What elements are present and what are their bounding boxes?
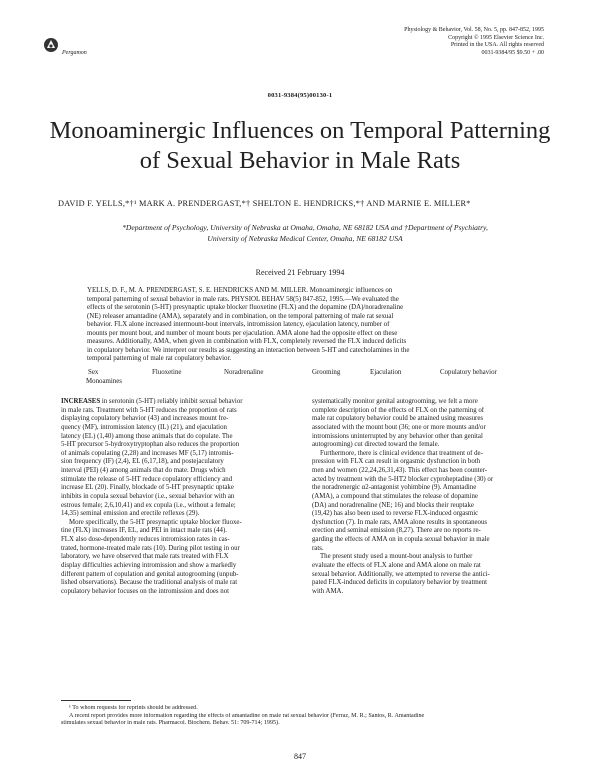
abstract bbox=[87, 287, 543, 364]
abstract-line: (NE) releaser amantadine (AMA), separately and in combination, on the temporal patterning of male rat sexual bbox=[87, 312, 394, 320]
footnote-line: A recent report provides more information regarding the effects of amantadine on male rat sexual behavior (Ferraz, M. R.; Santos, R. Amantadine bbox=[69, 712, 425, 719]
abstract-line: temporal patterning of male rat copulatory behavior. bbox=[87, 355, 232, 363]
body-text-line: Furthermore, there is clinical evidence that treatment of de- bbox=[320, 449, 483, 457]
publisher-name: Pergamon bbox=[62, 50, 87, 56]
keyword: Noradrenaline bbox=[224, 369, 264, 376]
body-text-line: estrous female; 2,6,10,41) and ex copula (i.e., without a female; bbox=[61, 501, 236, 509]
keyword: Grooming bbox=[312, 369, 341, 376]
keyword: Sex bbox=[88, 369, 99, 376]
footnotes bbox=[61, 705, 541, 728]
publisher-logo bbox=[42, 36, 112, 66]
body-text-line: inhibits in copula sexual behavior (i.e., sexual behavior with an bbox=[61, 492, 235, 500]
body-text-line: associated with the mount bout (36; one or more mounts and/or bbox=[312, 423, 486, 431]
body-text-line: the noradrenergic α2-antagonist yohimbine (9). Amantadine bbox=[312, 484, 477, 492]
abstract-line: temporal patterning of sexual behavior in male rats. PHYSIOL BEHAV 58(5) 847-852, 1995.—We evaluated the bbox=[87, 295, 399, 303]
keyword: Copulatory behavior bbox=[440, 369, 497, 376]
body-text-line: sexual behavior. Additionally, we attempted to reverse the antici- bbox=[312, 570, 490, 578]
body-text-line: The present study used a mount-bout analysis to further bbox=[320, 553, 473, 561]
abstract-line: mounts per mount bout, and number of mount bouts per ejaculation. AMA alone had the opposite effect on these bbox=[87, 329, 398, 337]
footnote-line: stimulates sexual behavior in male rats. Pharmacol. Biochem. Behav. 51: 709-714; 1995). bbox=[61, 720, 280, 726]
footnote-line: ¹ To whom requests for reprints should be addressed. bbox=[69, 705, 198, 711]
body-text-line: sion frequency (IF) (2,4), EL (6,17,18), and postejaculatory bbox=[61, 458, 224, 466]
body-text-line: tine (FLX) increases IF, EL, and PEI in intact male rats (44). bbox=[61, 527, 227, 535]
pergamon-logo-icon bbox=[42, 36, 60, 54]
keyword: Monoamines bbox=[86, 378, 122, 385]
body-text-line: dysfunction (7). In male rats, AMA alone results in spontaneous bbox=[312, 518, 488, 526]
body-text-line: (AMA), a compound that stimulates the release of dopamine bbox=[312, 492, 478, 500]
body-text-line: autogrooming) cut directed toward the female. bbox=[312, 441, 440, 449]
body-text-line: male rat copulatory behavior could be attained using measures bbox=[312, 415, 484, 423]
abstract-line: YELLS, D. F., M. A. PRENDERGAST, S. E. HENDRICKS AND M. MILLER. Monoaminergic influences on bbox=[87, 287, 393, 294]
body-text-line: INCREASES in serotonin (5-HT) reliably inhibit sexual behavior bbox=[61, 398, 243, 405]
body-text-line: acted by treatment with the 5-HT2 blocker cyproheptadine (30) or bbox=[312, 475, 494, 483]
body-text-line: laboratory, we have observed that male rats treated with FLX bbox=[61, 553, 229, 561]
body-text-line: quency (MF), intromission latency (IL) (21), and ejaculation bbox=[61, 423, 227, 431]
body-text-line: interval (PEI) (4) among animals that do mate. Drugs which bbox=[61, 467, 226, 474]
body-text-line: pression with FLX can result in orgasmic dysfunction in both bbox=[312, 458, 481, 466]
body-text-line: systematically monitor genital autogrooming, we felt a more bbox=[312, 398, 478, 405]
affiliation-line: *Department of Psychology, University of Nebraska at Omaha, Omaha, NE 68182 USA and †Department of Psychiatry, bbox=[122, 223, 488, 232]
body-text-line: (19,42) has also been used to reverse FLX-induced orgasmic bbox=[312, 510, 479, 518]
body-text-line: lished observations). Because the traditional analysis of male rat bbox=[61, 579, 238, 587]
journal-info-line: Physiology & Behavior, Vol. 58, No. 5, pp. 847-852, 1995 bbox=[404, 27, 544, 33]
affiliation-line: University of Nebraska Medical Center, Omaha, NE 68182 USA bbox=[207, 233, 403, 243]
body-text-line: complete description of the effects of FLX on the patterning of bbox=[312, 406, 485, 414]
page-number: 847 bbox=[294, 752, 306, 761]
body-text-line: rats. bbox=[312, 544, 324, 552]
body-text-line: increase EL (20). Finally, blockade of 5-HT presynaptic uptake bbox=[61, 484, 234, 492]
body-text-line: copulatory behavior focuses on the intromission and does not bbox=[61, 587, 230, 595]
abstract-line: effects of the serotonin (5-HT) presynaptic uptake blocker fluoxetine (FLX) and the dopamine (DA)/noradrenaline bbox=[87, 304, 404, 312]
affiliations bbox=[70, 223, 540, 244]
abstract-line: behavior. FLX alone increased intermount-bout intervals, intromission latency, ejaculation latency, number of bbox=[87, 321, 390, 329]
abstract-line: measures. Additionally, AMA, when given in combination with FLX, completely reversed the FLX induced deficits bbox=[87, 338, 407, 346]
body-text-line: with AMA. bbox=[312, 587, 344, 595]
journal-citation bbox=[364, 27, 544, 57]
footnote-divider bbox=[61, 700, 131, 701]
body-text-line: FLX also dose-dependently reduces intromission rates in cas- bbox=[61, 536, 230, 543]
body-text-line: pated FLX-induced deficits in copulatory behavior by treatment bbox=[312, 579, 488, 587]
body-text-line: trated, hormone-treated male rats (10). During pilot testing in our bbox=[61, 544, 240, 552]
body-text-line: intromissions uninterrupted by any behavior other than genital bbox=[312, 432, 483, 440]
abstract-line: in copulatory behavior. We interpret our results as suggesting an interaction between 5-HT and catecholamines in the bbox=[87, 346, 410, 354]
body-text-line: 5-HT precursor 5-hydroxytryptophan also reduces the proportion bbox=[61, 441, 240, 449]
body-column-right bbox=[312, 398, 532, 596]
article-title bbox=[30, 116, 570, 176]
journal-info-line: Printed in the USA. All rights reserved bbox=[450, 42, 544, 49]
body-text-line: erection and seminal emission (8,27). There are no reports re- bbox=[312, 527, 481, 535]
body-text-line: in male rats. Treatment with 5-HT reduces the proportion of rats bbox=[61, 406, 237, 414]
body-text-line: 14,35) seminal emission and erectile reflexes (29). bbox=[61, 510, 200, 518]
body-text-line: stimulate the release of 5-HT reduce copulatory efficiency and bbox=[61, 475, 233, 483]
body-text-line: garding the effects of AMA on in copula sexual behavior in male bbox=[312, 536, 490, 543]
body-column-left bbox=[61, 398, 281, 596]
keyword: Ejaculation bbox=[370, 369, 402, 376]
title-line: of Sexual Behavior in Male Rats bbox=[139, 147, 461, 174]
body-text-line: of animals copulating (2,28) and increases MF (5,17) intromis- bbox=[61, 449, 234, 457]
body-text-line: More specifically, the 5-HT presynaptic uptake blocker fluoxe- bbox=[69, 518, 242, 526]
pii-code: 0031-9384(95)00130-1 bbox=[267, 92, 333, 99]
journal-info-line: 0031-9384/95 $9.50 + .00 bbox=[481, 49, 544, 56]
body-text-line: men and women (22,24,26,31,43). This effect has been counter- bbox=[312, 467, 488, 474]
body-text-line: latency (EL) (1,40) among those animals that do copulate. The bbox=[61, 432, 233, 440]
journal-info-line: Copyright © 1995 Elsevier Science Inc. bbox=[448, 34, 544, 41]
lead-word: INCREASES bbox=[61, 398, 101, 405]
body-text-line: display difficulties achieving intromission and show a markedly bbox=[61, 561, 237, 569]
received-date: Received 21 February 1994 bbox=[255, 268, 345, 277]
body-text-line: displaying copulatory behavior (43) and increases mount fre- bbox=[61, 415, 229, 423]
body-text-line: different pattern of copulation and genital autogrooming (unpub- bbox=[61, 570, 239, 578]
body-text-line: (DA) and noradrenaline (NE; 16) and blocks their reuptake bbox=[312, 501, 474, 509]
title-line: Monoaminergic Influences on Temporal Patterning bbox=[49, 117, 551, 144]
keyword: Fluoxetine bbox=[152, 369, 182, 376]
author-list: DAVID F. YELLS,*†¹ MARK A. PRENDERGAST,*† SHELTON E. HENDRICKS,*† AND MARNIE E. MILLER* bbox=[58, 199, 471, 208]
body-text-line: evaluate the effects of FLX alone and AMA alone on male rat bbox=[312, 561, 481, 569]
